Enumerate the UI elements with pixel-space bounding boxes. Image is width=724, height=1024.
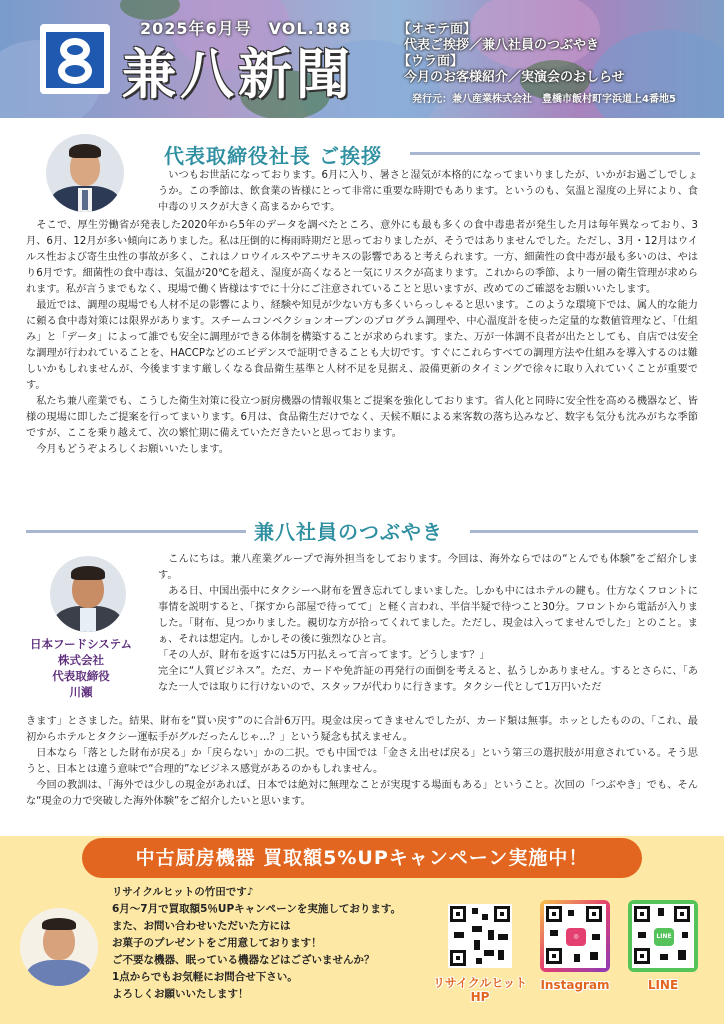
staff-takeda-photo [20,908,98,986]
company-logo [40,24,110,94]
instagram-qr[interactable] [540,900,610,972]
staff-affiliation [20,636,142,700]
line-qr[interactable] [628,900,698,972]
staff-paragraph: 今回の教訓は、「海外では少しの現金があれば、日本では絶対に無理なことが実現する場面もある」ということ。次回の「つぶやき」でも、そんな“現金の力で突破した海外体験”をご紹介したいと思います。 [26,780,698,807]
qr-code-icon[interactable] [448,904,512,968]
qr-label-hp [424,976,536,1004]
greeting-closing: 今月もどうぞよろしくお願いいたします。 [36,444,229,455]
greeting-paragraph: いつもお世話になっております。6月に入り、暑さと湿気が本格的になってまいりましたが、いかがお過ごしでしょうか。この季節は、飲食業の皆様にとって非常に重要な時期でもあります。というのも、気温と湿度の上昇により、食中毒のリスクが大きく高まるからです。 [158,170,698,213]
toc-back-items: 今月のお客様紹介／実演会のおしらせ [404,70,625,85]
newspaper-title: 兼八新聞 [122,43,354,106]
staff-title-rule-left [26,530,246,533]
role-line: 株式会社 [58,653,104,667]
publisher-line: 発行元：兼八産業株式会社 豊橋市飯村町字浜道上4番地5 [412,94,676,105]
table-of-contents [398,22,625,86]
staff-body [158,552,698,696]
staff-paragraph: きます」とさました。結果、財布を“買い戻す”のに合計6万円。現金は戻ってきませんでしたが、カード類は無事。ホッとしたものの、「これ、最初からホテルとタクシー運転手がグルだったんじゃ…？」という疑念も拭えません。 [26,716,698,743]
staff-paragraph: ある日、中国出張中にタクシーへ財布を置き忘れてしまいました。しかも中にはホテルの鍵も。仕方なくフロントに事情を説明すると、「探すから部屋で待ってて」と軽く言われ、半信半疑で待つこと30分。フロントから電話が入りました。「財布、見つかりました。親切な方が拾ってくれてました。ただし、現金は入ってませんでした」とのこと。まぁ、それは想定内。しかしその後に強烈なひと言。 [158,586,698,645]
greeting-body [158,168,698,216]
staff-paragraph: 「その人が、財布を返すには5万円払えって言ってます。どうします？」 [158,650,490,661]
promo-line: リサイクルヒットの竹田です♪ [112,886,254,898]
greeting-paragraph: 私たち兼八産業でも、こうした衛生対策に役立つ厨房機器の情報収集とご提案を強化しております。省人化と同時に安全性を高める機器など、皆様の現場に即したご提案を行ってまいります。6月は、食品衛生だけでなく、天候不順による来客数の落ち込みなど、数字も気分も沈みがちな季節ですが、ここを乗り越えて、次の繁忙期に備えていただきたいと思っております。 [26,396,698,439]
promo-line: 1点からでもお気軽にお問合せ下さい。 [112,971,298,983]
greeting-title: 代表取締役社長 ご挨拶 [164,144,382,168]
president-photo [46,134,124,212]
staff-body-full [26,714,698,810]
toc-back-label: 【ウラ面】 [398,54,464,69]
qr-label-instagram: Instagram [540,978,610,992]
greeting-paragraph: 最近では、調理の現場でも人材不足の影響により、経験や知見が少ない方も多くいらっしゃると思います。このような環境下では、属人的な能力に頼る食中毒対策には限界があります。スチームコンベクションオーブンのプログラム調理や、中心温度計を使った定量的な数値管理など、「仕組み」と「データ」によって誰でも安全に調理ができる体制を構築することが求められます。また、万が一体調不良者が出たとしても、自店では安全な調理が行われていることを、HACCPなどのエビデンスで証明できることも大切です。すぐにこれらすべての調理方法や仕組みを導入するのは難しいかもしれませんが、今後ますます厳しくなる食品衛生基準と人材不足を見据え、設備更新のタイミングで徐々に取り入れていくことが重要です。 [26,300,698,391]
promo-line: お菓子のプレゼントをご用意しております！ [112,937,322,949]
staff-title-rule-right [470,530,698,533]
role-line: 川瀬 [69,685,93,699]
staff-paragraph: こんにちは。兼八産業グループで海外担当をしております。今回は、海外ならではの“とんでも体験”をご紹介します。 [158,554,698,581]
issue-label: 2025年6月号 VOL.188 [140,19,352,38]
promo-line: ご不要な機器、眠っている機器などはございませんか？ [112,954,375,966]
staff-title: 兼八社員のつぶやき [254,520,443,544]
greeting-body-full [26,218,698,458]
staff-paragraph: 完全に“人質ビジネス”。ただ、カードや免許証の再発行の面倒を考えると、払うしかありません。するとさらに、「あなた一人では取りに行けないので、スタッフが代わりに行きます。タクシー代として1万円いただ [158,666,698,693]
instagram-icon: ◎ [566,928,586,946]
qr-label-line: リサイクルヒット [433,976,527,990]
qr-label-line: LINE [647,978,679,992]
qr-label-line: HP [470,990,490,1004]
role-line: 日本フードシステム [29,637,132,651]
toc-front-label: 【オモテ面】 [398,22,477,37]
staff-paragraph: 日本なら「落とした財布が戻る」か「戻らない」かの二択。でも中国では「金さえ出せば戻る」という第三の選択肢が用意されている。そう思うと、日本とは違う意味で“合理的”なビジネス感覚があるのかもしれません。 [26,748,698,775]
line-icon: LINE [654,928,674,946]
greeting-title-rule [410,152,700,155]
role-line: 代表取締役 [52,669,110,683]
greeting-paragraph: そこで、厚生労働省が発表した2020年から5年のデータを調べたところ、意外にも最も多くの食中毒患者が発生した月は毎年異なっており、3月、6月、12月が多い傾向にありました。私は圧倒的に梅雨時期だと思っておりましたが、そうではありませんでした。ただし、3月・12月はウイルス性および寄生虫性の事故が多く、これはノロウイルスやアニサキスの影響であると考えられます。一方、細菌性の食中毒が最も多いのは、やはり6月です。細菌性の食中毒は、気温が20℃を超え、湿度が高くなると一気にリスクが高まります。これからの季節、より一層の衛生管理が求められます。私が言うまでもなく、現場で働く皆様はすでに十分にご注意されていることと思いますが、改めてのご確認をお願いいたします。 [26,220,698,295]
promo-line: また、お問い合わせいただいた方には [112,920,291,932]
promo-line: 6月〜7月で買取額5％UPキャンペーンを実施しております。 [112,903,402,915]
masthead [0,0,724,118]
staff-photo [50,556,126,632]
campaign-message [112,884,401,1003]
promo-line: よろしくお願いいたします！ [112,988,249,1000]
campaign-banner: 中古厨房機器 買取額5%UPキャンペーン実施中！ [82,838,642,878]
toc-front-items: 代表ご挨拶／兼八社員のつぶやき [404,38,600,53]
